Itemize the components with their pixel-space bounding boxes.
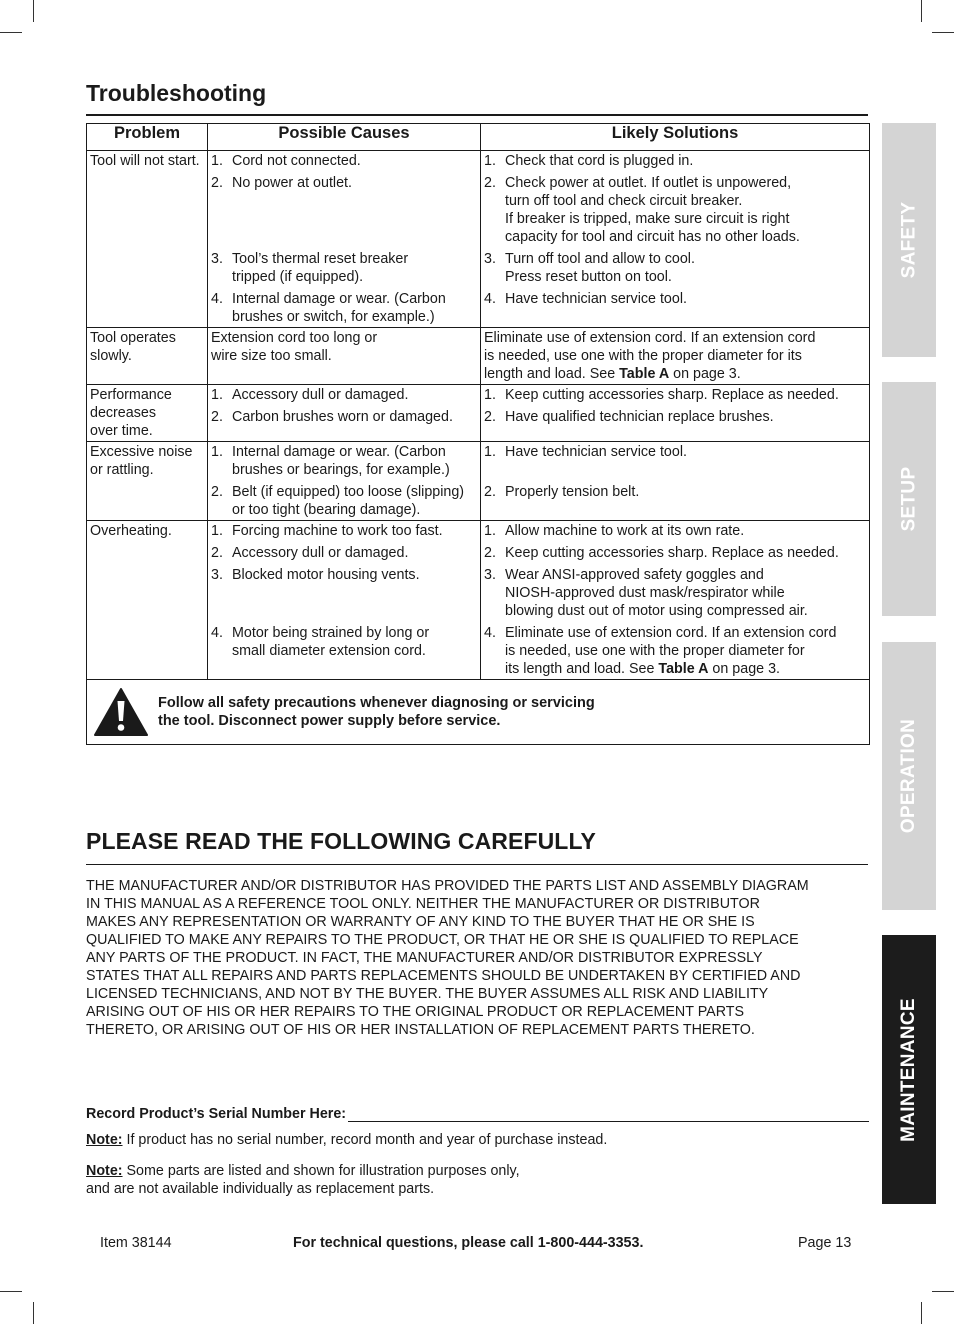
list-item <box>211 386 477 404</box>
item-text: Forcing machine to work too fast. <box>232 523 443 539</box>
list-item <box>484 152 866 170</box>
problem-cell <box>87 151 208 328</box>
item-text: Motor being strained by long or small diameter extension cord. <box>232 625 430 659</box>
notice-body: THE MANUFACTURER AND/OR DISTRIBUTOR HAS PROVIDED THE PARTS LIST AND ASSEMBLY DIAGRAM IN THIS MANUAL AS A REFERENCE TOOL ONLY. NEITHER THE MANUFACTURER OR DISTRIBUTOR MAKES ANY REPRESENTATION OR WARRANTY OF ANY KIND TO THE BUYER THAT HE OR SHE IS QUALIFIED TO MAKE ANY REPAIRS TO THE PRODUCT, OR THAT HE OR SHE IS QUALIFIED TO REPLACE ANY PARTS OF THE PRODUCT. IN FACT, THE MANUFACTURER AND/OR DISTRIBUTOR EXPRESSLY STATES THAT ALL REPAIRS AND PARTS REPLACEMENTS SHOULD BE UNDERTAKEN BY CERTIFIED AND LICENSED TECHNICIANS, AND NOT BY THE BUYER. THE BUYER ASSUMES ALL RISK AND LIABILITY ARISING OUT OF HIS OR HER REPAIRS TO THE ORIGINAL PRODUCT OR REPLACEMENT PARTS THERETO, OR ARISING OUT OF HIS OR HER INSTALLATION OF REPLACEMENT PARTS THERETO. <box>86 878 809 1038</box>
note-label: Note: <box>86 1132 123 1148</box>
table-row <box>87 385 870 442</box>
list-item <box>211 544 477 562</box>
troubleshooting-table <box>86 123 870 745</box>
list-item <box>211 522 477 540</box>
list-item <box>484 443 866 479</box>
tab-maintenance[interactable] <box>882 935 936 1204</box>
problem-text: Performance decreases over time. <box>90 387 172 439</box>
notice-title: PLEASE READ THE FOLLOWING CAREFULLY <box>86 828 596 854</box>
item-text: Allow machine to work at its own rate. <box>505 523 745 539</box>
item-text: Carbon brushes worn or damaged. <box>232 409 453 425</box>
item-number: 3. <box>211 567 223 583</box>
item-text: Accessory dull or damaged. <box>232 387 409 403</box>
item-number: 4. <box>211 291 223 307</box>
warning-cell <box>87 680 870 745</box>
header-problem: Problem <box>87 124 208 151</box>
causes-cell <box>208 385 481 442</box>
table-row <box>87 328 870 385</box>
item-text: Check that cord is plugged in. <box>505 153 694 169</box>
warning-text: Follow all safety precautions whenever diagnosing or servicing the tool. Disconnect power supply before service. <box>158 695 595 729</box>
item-number: 1. <box>484 523 496 539</box>
list-item <box>484 522 866 540</box>
tab-setup[interactable] <box>882 382 936 616</box>
crop-mark <box>921 1302 922 1324</box>
item-text <box>505 624 866 678</box>
item-text: Have qualified technician replace brushes. <box>505 409 774 425</box>
crop-mark <box>932 1291 954 1292</box>
crop-mark <box>0 32 22 33</box>
item-text: Wear ANSI-approved safety goggles and NIOSH-approved dust mask/respirator while blowing dust out of motor using compressed air. <box>505 567 808 619</box>
causes-cell <box>208 151 481 328</box>
solution-text-part: on page 3. <box>669 366 741 382</box>
item-text: Check power at outlet. If outlet is unpowered, turn off tool and check circuit breaker. If breaker is tripped, make sure circuit is right capacity for tool and circuit has no other loads. <box>505 175 800 245</box>
item-text: No power at outlet. <box>232 175 353 191</box>
cause-text: Extension cord too long or wire size too small. <box>211 330 378 364</box>
crop-mark <box>0 1291 22 1292</box>
list-item <box>484 174 866 246</box>
item-number: 2. <box>211 409 223 425</box>
tab-label: SAFETY <box>898 201 920 279</box>
list-item <box>484 250 866 286</box>
crop-mark <box>33 0 34 22</box>
crop-mark <box>33 1302 34 1324</box>
item-text: Internal damage or wear. (Carbon brushes or bearings, for example.) <box>232 444 450 478</box>
table-a-reference: Table A <box>658 661 709 677</box>
item-text: Keep cutting accessories sharp. Replace as needed. <box>505 545 839 561</box>
header-causes: Possible Causes <box>208 124 481 151</box>
list-item <box>484 544 866 562</box>
list-item <box>484 624 866 678</box>
table-row <box>87 521 870 680</box>
problem-text: Tool will not start. <box>90 153 200 169</box>
item-number: 1. <box>484 387 496 403</box>
item-number: 2. <box>484 409 496 425</box>
list-item <box>484 290 866 308</box>
serial-number-label: Record Product’s Serial Number Here: <box>86 1106 347 1122</box>
page-number: Page 13 <box>798 1235 852 1251</box>
item-number: 4. <box>211 625 223 641</box>
item-text: Keep cutting accessories sharp. Replace as needed. <box>505 387 839 403</box>
item-text: Turn off tool and allow to cool. Press reset button on tool. <box>505 251 695 285</box>
support-phone-text: For technical questions, please call 1-800-444-3353. <box>293 1235 644 1251</box>
solution-text-part: on page 3. <box>708 661 781 677</box>
table-row <box>87 442 870 521</box>
item-number: 2. <box>484 484 496 500</box>
problem-cell <box>87 442 208 521</box>
list-item <box>211 624 477 660</box>
item-number: 1. <box>211 523 223 539</box>
causes-cell <box>208 521 481 680</box>
solutions-cell <box>481 442 870 521</box>
list-item <box>211 408 477 426</box>
list-item <box>211 152 477 170</box>
list-item <box>211 483 477 519</box>
table-a-reference: Table A <box>619 366 670 382</box>
item-number: 4. <box>484 291 496 307</box>
item-number: 2. <box>211 484 223 500</box>
tab-safety[interactable] <box>882 123 936 357</box>
solution-text <box>484 330 815 382</box>
crop-mark <box>921 0 922 22</box>
problem-text: Overheating. <box>90 523 172 539</box>
tab-label: SETUP <box>898 466 920 532</box>
problem-text: Tool operates slowly. <box>90 330 176 364</box>
warning-row <box>87 680 870 745</box>
problem-cell <box>87 385 208 442</box>
item-number: 2. <box>484 175 496 191</box>
note <box>86 1162 520 1198</box>
solutions-cell <box>481 151 870 328</box>
item-number: 2. <box>211 175 223 191</box>
item-number: 3. <box>484 251 496 267</box>
list-item <box>484 566 866 620</box>
warning-box <box>87 680 869 744</box>
item-text: Cord not connected. <box>232 153 361 169</box>
crop-mark <box>932 32 954 33</box>
note-label: Note: <box>86 1163 123 1179</box>
item-number-label: Item 38144 <box>100 1235 172 1251</box>
tab-operation[interactable] <box>882 642 936 910</box>
serial-number-line[interactable] <box>348 1106 869 1122</box>
tab-label: OPERATION <box>898 718 919 834</box>
solutions-cell <box>481 328 870 385</box>
troubleshooting-title: Troubleshooting <box>86 80 267 106</box>
item-text: Blocked motor housing vents. <box>232 567 420 583</box>
item-number: 2. <box>211 545 223 561</box>
table-row <box>87 151 870 328</box>
item-number: 3. <box>211 251 223 267</box>
note-text: If product has no serial number, record month and year of purchase instead. <box>122 1132 608 1148</box>
item-text: Properly tension belt. <box>505 484 640 500</box>
notice-rule <box>86 864 868 865</box>
list-item <box>484 386 866 404</box>
list-item <box>484 408 866 426</box>
item-number: 1. <box>211 444 223 460</box>
problem-text: Excessive noise or rattling. <box>90 444 193 478</box>
list-item <box>484 483 866 501</box>
header-solutions: Likely Solutions <box>481 124 870 151</box>
item-number: 1. <box>211 387 223 403</box>
item-number: 1. <box>211 153 223 169</box>
tab-label: MAINTENANCE <box>898 997 919 1142</box>
list-item <box>211 250 477 286</box>
causes-cell <box>208 442 481 521</box>
item-number: 3. <box>484 567 496 583</box>
item-text: Accessory dull or damaged. <box>232 545 409 561</box>
item-text: Have technician service tool. <box>505 291 687 307</box>
problem-cell <box>87 328 208 385</box>
item-number: 2. <box>484 545 496 561</box>
solution-text-part: Eliminate use of extension cord. If an extension cord is needed, use one with the proper diameter for its length and load. See <box>484 330 816 382</box>
note-text: Some parts are listed and shown for illustration purposes only, and are not available individually as replacement parts. <box>86 1163 520 1197</box>
list-item <box>211 566 477 620</box>
list-item <box>211 290 477 326</box>
causes-cell <box>208 328 481 385</box>
item-number: 1. <box>484 444 496 460</box>
serial-number-record <box>86 1106 869 1122</box>
item-text: Belt (if equipped) too loose (slipping) or too tight (bearing damage). <box>232 484 465 518</box>
solutions-cell <box>481 521 870 680</box>
title-rule <box>86 114 868 116</box>
problem-cell <box>87 521 208 680</box>
solutions-cell <box>481 385 870 442</box>
item-number: 4. <box>484 625 496 641</box>
note <box>86 1131 607 1149</box>
list-item <box>211 174 477 246</box>
item-text: Tool’s thermal reset breaker tripped (if equipped). <box>232 251 409 285</box>
table-header-row <box>87 124 870 151</box>
list-item <box>211 443 477 479</box>
item-text: Internal damage or wear. (Carbon brushes or switch, for example.) <box>232 291 446 325</box>
warning-triangle-icon <box>93 687 149 737</box>
item-text: Have technician service tool. <box>505 444 687 460</box>
solution-text-part: Eliminate use of extension cord. If an extension cord is needed, use one with the proper diameter for its length and load. See <box>505 625 837 677</box>
item-number: 1. <box>484 153 496 169</box>
